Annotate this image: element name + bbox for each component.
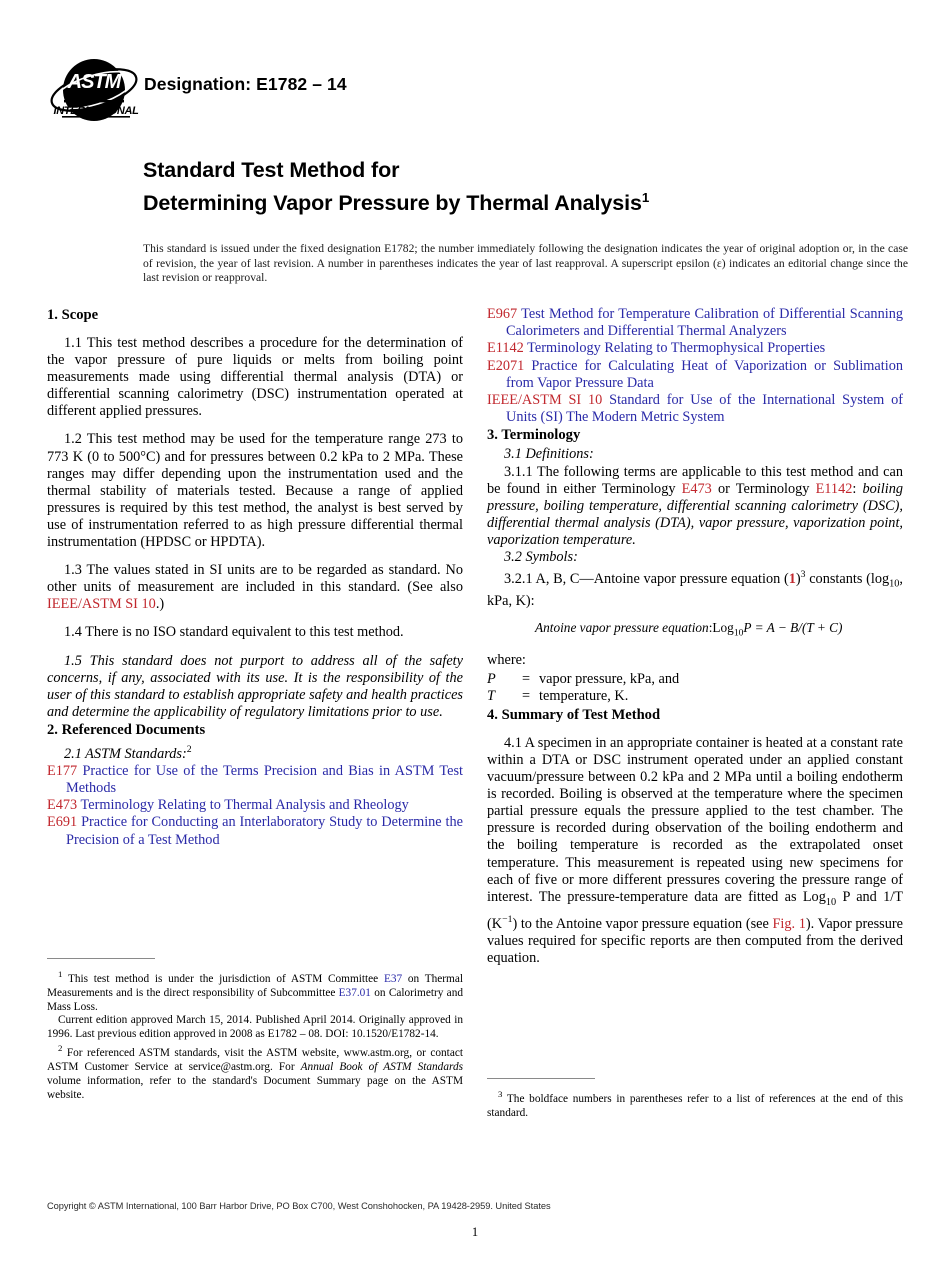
antoine-equation [487,619,903,642]
footnote-2-a: For referenced ASTM standards, visit the ASTM website, www.astm.org, or contact ASTM Customer Service at service@astm.org. For [47,1047,463,1073]
right-column [487,306,903,967]
para-1-4: 1.4 There is no ISO standard equivalent to this test method. [64,624,404,641]
footnote-2 [47,1042,463,1102]
reference-title[interactable]: Terminology Relating to Thermophysical Properties [527,340,826,357]
footnotes-left [47,958,463,1103]
where-label: where: [487,651,526,668]
reference-title[interactable]: Terminology Relating to Thermal Analysis and Rheology [80,797,409,814]
symbol-equals: = [521,670,531,687]
table-row [487,688,679,706]
footnote-3-marker: 3 [498,1089,503,1099]
link-ieee-astm-si-10[interactable]: IEEE/ASTM SI 10 [47,596,156,613]
standard-preamble: This standard is issued under the fixed designation E1782; the number immediately following the designation indicates the year of original adoption or, in the case of revision, the year of last revision. A number in parentheses indicates the year of last reapproval. A superscript epsilon (ε) indicates an editorial change since the last revision or reapproval. [143,242,908,285]
footnote-divider [47,958,155,959]
para-4-1-b: P and 1/T (K [487,888,903,932]
symbol-name: P [487,670,496,687]
para-2-1 [47,741,463,763]
footnote-2-b: volume information, refer to the standard's Document Summary page on the ASTM website. [47,1074,463,1101]
reference-list-right [487,306,903,426]
footnote-2-italic: Annual Book of ASTM Standards [300,1060,463,1073]
link-figure-1[interactable]: Fig. 1 [772,915,806,932]
table-row [487,671,679,689]
reference-entry[interactable] [487,358,903,392]
reference-title[interactable]: Practice for Conducting an Interlaboratory Study to Determine the Precision of a Test Method [66,814,463,848]
para-3-2-1-c: constants (log [805,570,890,587]
footnote-1 [47,968,463,1014]
para-4-1-a: 4.1 A specimen in an appropriate container is heated at a constant rate within a DTA or DSC instrument operated under an applied constant vacuum/pressure between 0.2 kPa and 2 MPa until a boiling endotherm is recorded. Boiling is observed at the temperature where the specimen partial pressure equals the pressure applied to the test chamber. The pressure is recorded during observation of the boiling endotherm and the boiling temperature is recorded as the extrapolated onset temperature. This measurement is repeated using new specimens for each of five or more different pressures covering the pressure range of interest. The pressure-temperature data are fitted as Log [487,734,903,905]
para-3-1-1-c: : [852,480,863,497]
footnote-1-b: on Thermal Measurements and is the direct responsibility of Subcommittee [47,972,463,999]
symbol-definition: temperature, K. [539,688,629,705]
heading-summary-of-test-method: 4. Summary of Test Method [487,706,661,723]
para-3-1-1-b: or Terminology [711,480,816,497]
para-1-1: 1.1 This test method describes a procedure for the determination of the vapor pressure of pure liquids or melts from boiling point measurements made using differential thermal analysis (DTA) or differential scanning calorimetry (DSC) instrumentation operated at different applied pressures. [47,335,463,420]
heading-terminology: 3. Terminology [487,427,581,444]
page-header [48,56,908,146]
heading-referenced-documents: 2. Referenced Documents [47,721,206,738]
para-3-1-1-a: 3.1.1 The following terms are applicable to this test method and can be found in either Terminology [487,463,903,497]
title-line-2 [143,184,908,217]
reference-title[interactable]: Practice for Use of the Terms Precision and Bias in ASTM Test Methods [66,762,463,796]
copyright-notice: Copyright © ASTM International, 100 Barr Harbor Drive, PO Box C700, West Conshohocken, PA 19428-2959. United States [47,1201,551,1211]
footnote-3 [487,1088,903,1121]
footnote-divider [487,1078,595,1079]
para-4-1-log-sub: 10 [825,896,837,908]
para-3-2: 3.2 Symbols: [504,548,578,565]
reference-citation-1[interactable]: 1 [788,570,796,587]
symbol-name: T [487,688,495,705]
reference-list-left [47,763,463,849]
para-3-1: 3.1 Definitions: [504,446,594,463]
reference-title[interactable]: Test Method for Temperature Calibration of Differential Scanning Calorimeters and Differential Thermal Analyzers [506,306,903,340]
footnote-edition-info: Current edition approved March 15, 2014. Published April 2014. Originally approved in 1996. Last previous edition approved in 2008 as E1782 – 08. DOI: 10.1520/E1782-14. [47,1014,463,1041]
para-3-2-1-a: 3.2.1 A, B, C—Antoine vapor pressure equation ( [504,570,789,587]
astm-logo-icon [48,56,144,140]
reference-title[interactable]: Standard for Use of the International System of Units (SI) The Modern Metric System [506,392,903,426]
para-3-1-1 [487,464,903,549]
footnote-1-marker: 1 [58,969,63,979]
title-footnote-marker: 1 [641,190,650,205]
equation-log-subscript: 10 [733,627,744,639]
para-4-1 [487,735,903,967]
link-e37-01[interactable]: E37.01 [338,986,371,999]
reference-number[interactable]: E1142 [487,340,524,357]
symbol-definitions-table [487,671,679,706]
reference-number[interactable]: E177 [47,762,78,779]
reference-entry[interactable] [47,763,463,797]
para-3-2-1-d: , kPa, K): [487,570,903,609]
page-number: 1 [471,1225,479,1239]
reference-title[interactable]: Practice for Calculating Heat of Vaporization or Sublimation from Vapor Pressure Data [506,357,903,391]
reference-number[interactable]: IEEE/ASTM SI 10 [487,392,603,409]
equation-colon: : [708,619,713,635]
para-2-1-footnote-marker: 2 [186,743,192,755]
symbol-definition: vapor pressure, kPa, and [539,670,680,687]
heading-scope: 1. Scope [47,307,99,323]
para-4-1-c: ) to the Antoine vapor pressure equation (see [512,915,773,932]
reference-number[interactable]: E2071 [487,357,525,374]
reference-entry[interactable] [487,340,903,357]
footnote-1-a: This test method is under the jurisdiction of ASTM Committee [62,972,384,985]
title-line-1: Standard Test Method for [143,158,400,182]
para-4-1-d: ). Vapor pressure values required for specific reports are then computed from the derived equation. [487,915,903,966]
para-3-1-1-terms: boiling pressure, boiling temperature, differential scanning calorimetry (DSC), differential thermal analysis (DTA), vapor pressure, vaporization point, vaporization temperature. [487,480,904,548]
link-e473[interactable]: E473 [681,480,712,497]
equation-log-prefix: Log [712,619,734,635]
para-2-1-label: 2.1 ASTM Standards: [64,745,187,762]
equation-body: P = A − B/(T + C) [743,619,843,635]
title-line-2-text: Determining Vapor Pressure by Thermal Analysis [143,191,642,216]
para-3-2-1-footnote-marker: 3 [800,569,806,581]
reference-entry[interactable] [487,392,903,426]
symbol-equals: = [521,688,531,705]
left-column [47,306,463,849]
designation-label: Designation: E1782 – 14 [144,74,347,94]
svg-text:INTERNATIONAL: INTERNATIONAL [53,105,139,117]
reference-number[interactable]: E967 [487,306,518,322]
para-3-2-1 [487,566,903,610]
footnote-2-marker: 2 [58,1043,63,1054]
equation-label: Antoine vapor pressure equation [535,619,709,635]
svg-text:ASTM: ASTM [67,71,121,93]
footnote-1-c: on Calorimetry and Mass Loss. [47,986,463,1013]
para-1-3 [47,562,463,613]
link-e1142[interactable]: E1142 [815,480,853,497]
reference-entry[interactable] [487,306,903,340]
footnotes-right [487,1078,903,1121]
para-4-1-kelvin-sup: −1 [502,913,513,925]
title-block [143,157,908,286]
link-e37[interactable]: E37 [383,972,403,985]
para-1-5: 1.5 This standard does not purport to address all of the safety concerns, if any, associated with its use. It is the responsibility of the user of this standard to establish appropriate safety and health practices and determine the applicability of regulatory limitations prior to use. [47,652,463,720]
reference-entry[interactable] [47,797,463,814]
para-1-3-a: 1.3 The values stated in SI units are to be regarded as standard. No other units of measurement are included in this standard. (See also [47,562,463,596]
para-3-2-1-b: ) [795,570,801,587]
reference-number[interactable]: E473 [47,797,78,814]
reference-entry[interactable] [47,814,463,848]
para-1-2: 1.2 This test method may be used for the temperature range 273 to 773 K (0 to 500°C) and for pressures between 0.2 kPa to 2 MPa. These ranges may differ depending upon the instrumentation used and the thermal stability of materials tested. Because a range of applied pressures is required by this test method, the analyst is best served by use of instrumentation referred to as high pressure differential thermal instrumentation (HPDSC or HPDTA). [47,431,463,551]
footnote-3-text: The boldface numbers in parentheses refer to a list of references at the end of this standard. [487,1092,903,1119]
para-1-3-b: .) [155,596,165,613]
para-3-2-1-log-sub: 10 [889,578,900,590]
reference-number[interactable]: E691 [47,814,78,831]
